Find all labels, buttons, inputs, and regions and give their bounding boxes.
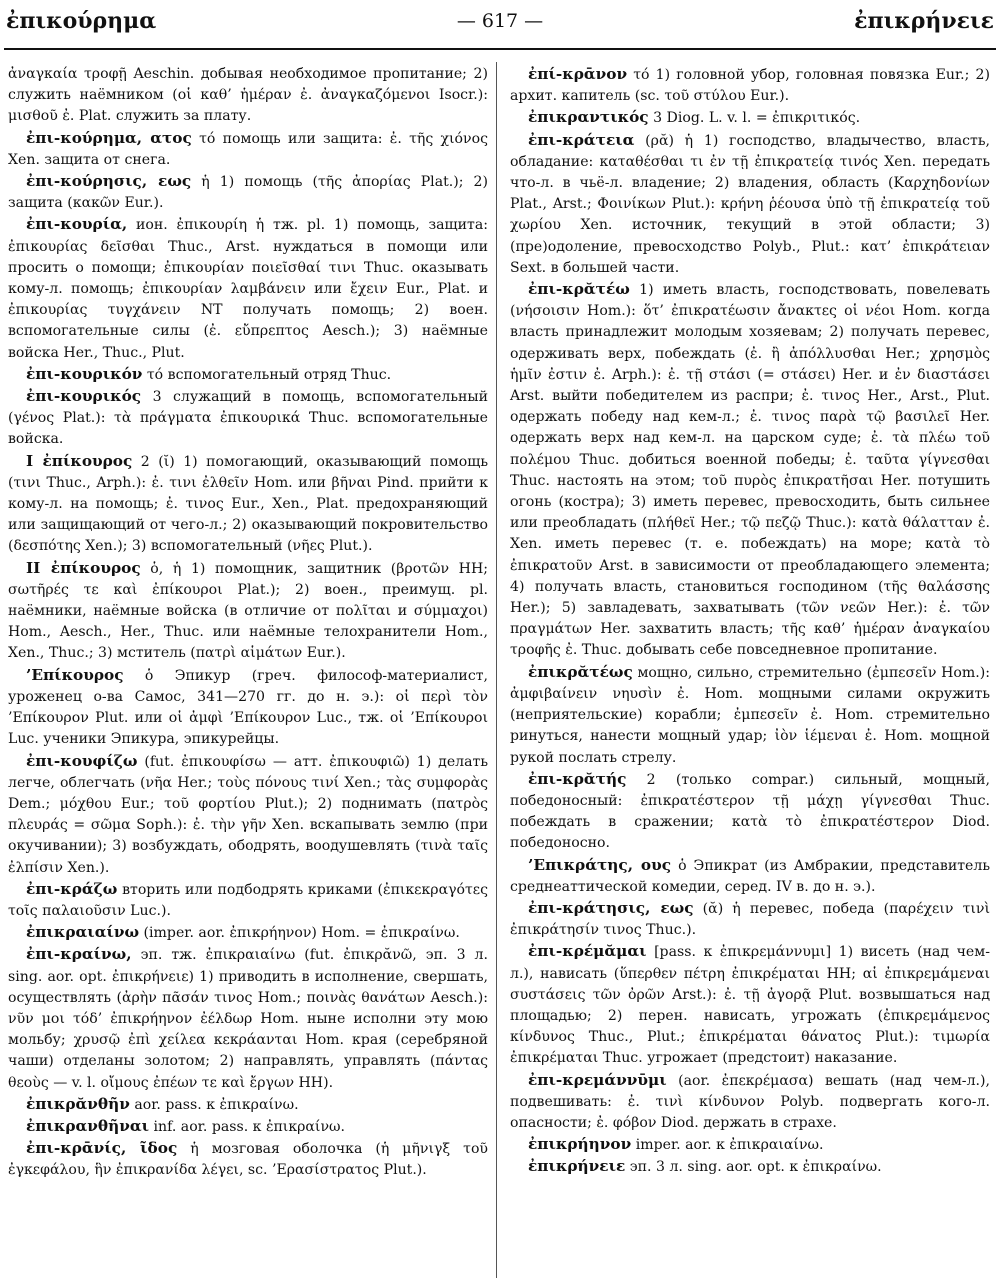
entry-headword: ἐπι-κούρημα, ατος	[26, 128, 192, 147]
dictionary-entry	[8, 364, 488, 386]
entry-definition: (aor. ἐπεκρέμασα) вешать (над чем-л.), подвешивать: ἐ. τινὶ κίνδυνον Polyb. подвергать кого-л. опасности; ἐ. φόβον Diod. держать в страхе.	[510, 1072, 990, 1131]
entry-definition: 2 (ῐ) 1) помогающий, оказывающий помощь (τινι Thuc., Arph.): ἐ. τινι ἐλθεῖν Hom. или βῆναι Pind. прийти к кому-л. на помощь; ἐ. τινος Eur., Xen., Plat. предохраняющий или защищающий от чего-л.; 2) оказывающий покровительство (δεσπότης Xen.); 3) вспомогательный (νῆες Plut.).	[8, 453, 488, 555]
entry-headword: ἐπι-κουρία,	[26, 215, 128, 234]
entry-headword: ἐπικρᾰτέως	[528, 662, 633, 681]
entry-headword: ἐπι-κράτεια	[528, 130, 635, 149]
dictionary-entry	[510, 662, 990, 769]
dictionary-entry	[8, 214, 488, 363]
entry-definition: ὁ Эпикур (греч. философ-материалист, уроженец о-ва Самос, 341—270 гг. до н. э.): οἱ περὶ τὸν ’Επίκουρον Plut. или οἱ ἀμφὶ ’Επίκουρον Luc., тж. οἱ ’Επίκουροι Luc. ученики Эпикура, эпикурейцы.	[8, 667, 488, 748]
entry-definition: (ᾰ) ἡ перевес, победа (παρέχειν τινὶ ἐπικράτησίν τινος Thuc.).	[510, 900, 990, 939]
dictionary-entry	[8, 1138, 488, 1181]
entry-headword: ἐπι-κρέμᾰμαι	[528, 942, 647, 961]
entry-headword: ἐπι-κράτησις, εως	[528, 898, 694, 917]
left-column	[8, 64, 488, 1182]
entry-definition: 1) иметь власть, господствовать, повелевать (νήσοισιν Hom.): ὅτ’ ἐπικρατέωσιν ἄνακτες οἱ νέοι Hom. когда власть принадлежит молодым хозяевам; 2) получать перевес, одерживать верх, побеждать (ἐ. ἢ ἀπόλλυσθαι Her.; χρησμὸς ἡμῖν ἐστιν ἐ. Arph.): ἐ. τῇ στάσι (= στάσει) Her. и ἐν διαστάσει Arst. выйти победителем из распри; ἐ. τινος Her., Arst., Plut. одержать победу над кем-л.; ἐ. τινος παρὰ τῷ βασιλεῖ Her. одержать верх над кем-л. на царском суде; ἐ. τὰ πλέω τοῦ πολέμου Thuc. добиться военной победы; ἐ. ταῦτα γίγνεσθαι Thuc. настоять на этом; τοῦ πυρὸς ἐπικρατῆσαι Her. потушить огонь (костра); 3) иметь перевес, превосходить, быть сильнее или преобладать (πλήθεϊ Her.; τῷ πεζῷ Thuc.): κατὰ θάλατταν ἐ. Xen. иметь перевес (т. е. побеждать) на море; κατὰ τὸ ἐπικρατοῦν Arst. в зависимости от преобладающего элемента; 4) получать власть, становиться господином (τῆς θαλάσσης Her.); 5) завладевать, захватывать (τῶν νεῶν Her.): ἐ. τῶν πραγμάτων Her. захватить власть; τῆς καθ’ ἡμέραν ἀναγκαίου τροφῆς ἐ. Thuc. добывать себе повседневное пропитание.	[510, 282, 990, 659]
entry-definition: τό 1) головной убор, головная повязка Eur.; 2) архит. капитель (sc. τοῦ στύλου Eur.).	[510, 67, 990, 105]
entry-definition: imper. aor. к ἐπικραιαίνω.	[635, 1137, 824, 1154]
entry-definition: ион. ἐπικουρίη ἡ тж. pl. 1) помощь, защита: ἐπικουρίας δεῖσθαι Thuc., Arst. нуждаться в помощи или просить о помощи; ἐπικουρίαν ποιεῖσθαί τινι Thuc. оказывать кому-л. помощь; ἐπικουρίαν λαμβάνειν или ἔχειν Eur., Plat. и ἐπικουρίας τυγχάνειν NT получать помощь; 2) воен. вспомогательные силы (ἐ. εὔπρεπτος Aesch.); 3) наёмные войска Her., Thuc., Plut.	[8, 217, 489, 361]
dictionary-entry	[8, 879, 488, 922]
entry-headword: ἐπι-κουρικόν	[26, 364, 143, 383]
entry-definition: [pass. к ἐπικρεμάννυμι] 1) висеть (над чем-л.), нависать (ὕπερθεν πέτρη ἐπικρέμαται HH; αἱ ἐπικρεμάμεναι συστάσεις τῶν ὀρῶν Arst.): ἐ. τῇ ἀγορᾷ Plut. возвышаться над площадью; 2) перен. нависать, угрожать (ἐπικρεμάμενος κίνδυνος Thuc., Plut.; ἐπικρέμαται θάνατος Plut.): τιμωρία ἐπικρέμαται Thuc. угрожает (предстоит) наказание.	[510, 944, 990, 1067]
running-headword-left: ἐπικούρημα	[6, 8, 157, 34]
dictionary-entry	[8, 751, 488, 879]
entry-headword: ἐπι-κούρησις, εως	[26, 172, 192, 191]
dictionary-entry	[8, 386, 488, 451]
dictionary-entry	[8, 665, 488, 751]
entry-definition: (imper. aor. ἐπικρήηνον) Hom. = ἐπικραίνω.	[143, 925, 460, 942]
entry-headword: II ἐπίκουρος	[26, 558, 141, 577]
entry-definition: 3 служащий в помощь, вспомогательный (γένος Plat.): τὰ πράγματα ἐπικουρικά Thuc. вспомогательные войска.	[8, 389, 488, 448]
dictionary-entry	[8, 1094, 488, 1116]
entry-headword: ἐπι-κρᾱνίς, ῖδος	[26, 1139, 178, 1158]
entry-definition: эп. 3 л. sing. aor. opt. к ἐπικραίνω.	[629, 1159, 882, 1176]
entry-definition: 3 Diog. L. v. l. = ἐπικριτικός.	[653, 110, 861, 127]
entry-headword: ’Επίκουρος	[26, 665, 124, 684]
entry-definition: мощно, сильно, стремительно (ἐμπεσεῖν Hom.): ἀμφιβαίνειν νηυσὶν ἐ. Hom. мощными силами окружить (неприятельские) корабли; ἐμπεσεῖν ἐ. Hom. стремительно ринуться, нанести мощный удар; ἰὸν ἱέμεναι ἐ. Hom. мощной рукой послать стрелу.	[510, 664, 990, 766]
entry-headword: ἐπι-κρεμάννῡμι	[528, 1070, 667, 1089]
entry-definition: aor. pass. к ἐπικραίνω.	[134, 1096, 299, 1113]
dictionary-entry	[510, 107, 990, 129]
dictionary-entry	[510, 130, 990, 279]
dictionary-entry	[510, 941, 990, 1069]
dictionary-entry	[510, 855, 990, 898]
page-header	[0, 0, 1000, 52]
entry-headword: ἐπι-κραίνω,	[26, 945, 132, 964]
entry-definition: вторить или подбодрять криками (ἐπικεκραγότες τοῖς παλαιοῦσιν Luc.).	[8, 881, 488, 919]
entry-headword: I ἐπίκουρος	[26, 451, 133, 470]
entry-definition: эп. тж. ἐπικραιαίνω (fut. ἐπικρᾰνῶ, эп. 3 л. sing. aor. opt. ἐπικρήνειε) 1) приводить в исполнение, свершать, осуществлять (ἀρὴν πᾶσάν τινος Hom.; ποινὰς θανάτων Aesch.): νῦν μοι τόδ’ ἐπικρήηνον ἐέλδωρ Hom. ныне исполни эту мою мольбу; χρυσῷ ἐπὶ χείλεα κεκράανται Hom. края (серебряной чаши) отделаны золотом; 2) направлять, управлять (πάντας θεοὺς — v. l. οἴμους ἐπέων τε καὶ ἔργων HH).	[8, 947, 488, 1091]
dictionary-entry	[8, 922, 488, 944]
column-divider	[496, 62, 497, 1278]
running-headword-right: ἐπικρήνειε	[854, 8, 994, 34]
dictionary-entry	[8, 451, 488, 558]
entry-definition: τό вспомогательный отряд Thuc.	[146, 366, 392, 383]
entry-headword: ἐπι-κρᾰτέω	[528, 280, 630, 299]
dictionary-entry	[510, 898, 990, 941]
header-rule	[4, 48, 996, 50]
dictionary-entry	[8, 558, 488, 665]
dictionary-entry	[510, 279, 990, 662]
dictionary-entry	[510, 64, 990, 107]
entry-headword: ἐπικρανθῆναι	[26, 1116, 150, 1135]
entry-definition: ἀναγκαία τροφῇ Aeschin. добывая необходимое пропитание; 2) служить наёмником (οἱ καθ’ ἡμέραν ἐ. ἀναγκαζόμενοι Isocr.): μισθοῦ ἐ. Plat. служить за плату.	[8, 66, 488, 125]
dictionary-entry	[510, 769, 990, 855]
entry-definition: ἡ мозговая оболочка (ἡ μῆνιγξ τοῦ ἐγκεφάλου, ἣν ἐπικρανίδα λέγει, sc. ’Ερασίστρατος Plut.).	[8, 1141, 488, 1179]
dictionary-entry	[8, 1116, 488, 1138]
entry-headword: ἐπι-κρᾰτής	[528, 769, 627, 788]
right-column	[510, 64, 990, 1179]
dictionary-entry	[8, 171, 488, 214]
page-number: — 617 —	[456, 10, 544, 32]
entry-headword: ’Επικράτης, ους	[528, 855, 672, 874]
entry-definition: (fut. ἐπικουφίσω — атт. ἐπικουφιῶ) 1) делать легче, облегчать (νῆα Her.; τοὺς πόνους τινί Xen.; τὰς συμφορὰς Dem.; μόχθου Eur.; τοῦ φορτίου Plut.); 2) поднимать (πατρὸς πλευράς = σῶμα Soph.): ἐ. τὴν γῆν Xen. вскапывать землю (при окучивании); 3) возбуждать, ободрять, воодушевлять (τινὰ ταῖς ἐλπίσιν Xen.).	[8, 753, 489, 876]
dictionary-entry	[510, 1134, 990, 1156]
dictionary-entry	[510, 1070, 990, 1135]
entry-definition: 2 (только compar.) сильный, мощный, победоносный: ἐπικρατέστερον τῇ μάχῃ γίγνεσθαι Thuc. побеждать в сражении; κατὰ τὸ ἐπικρατέστερον Diod. победоносно.	[510, 771, 990, 852]
dictionary-entry	[8, 128, 488, 171]
dictionary-entry	[8, 64, 488, 128]
entry-headword: ἐπί-κρᾱνον	[528, 65, 628, 83]
dictionary-entry	[510, 1156, 990, 1178]
entry-definition: (ρᾰ) ἡ 1) господство, владычество, власть, обладание: καταθέσθαι τι ἐν τῇ ἐπικρατείᾳ τινός Xen. передать что-л. в чьё-л. владение; 2) владения, область (Καρχηδονίων Plat., Arst.; Φοινίκων Plut.): κρήνη ῥέουσα ὑπὸ τῇ ἐπικρατείᾳ τοῦ χωρίου Xen. источник, текущий в этой области; 3) (пре)одоление, превосходство Polyb., Plut.: κατ’ ἐπικράτειαν Sext. в большей части.	[510, 132, 990, 276]
entry-definition: ὁ, ἡ 1) помощник, защитник (βροτῶν HH; σωτῆρές τε καὶ ἐπίκουροι Plat.); 2) воен., преимущ. pl. наёмники, наёмные войска (в отличие от πολῖται и σύμμαχοι) Hom., Aesch., Her., Thuc. или наёмные телохранители Hom., Xen., Thuc.; 3) мститель (πατρὶ αἱμάτων Eur.).	[8, 560, 488, 662]
entry-definition: ὁ Эпикрат (из Амбракии, представитель среднеаттической комедии, серед. IV в. до н. э.).	[510, 857, 991, 895]
dictionary-entry	[8, 944, 488, 1093]
entry-headword: ἐπικρᾰνθῆν	[26, 1094, 130, 1113]
entry-definition: ἡ 1) помощь (τῆς ἀπορίας Plat.); 2) защита (κακῶν Eur.).	[8, 174, 489, 212]
entry-headword: ἐπι-κουφίζω	[26, 751, 138, 770]
entry-definition: inf. aor. pass. к ἐπικραίνω.	[153, 1118, 345, 1135]
entry-headword: ἐπι-κράζω	[26, 879, 118, 898]
entry-headword: ἐπι-κουρικός	[26, 387, 142, 406]
entry-headword: ἐπικραντικός	[528, 108, 649, 127]
entry-definition: τό помощь или защита: ἐ. τῆς χιόνος Xen. защита от снега.	[8, 130, 488, 168]
entry-headword: ἐπικρήνειε	[528, 1157, 626, 1176]
entry-headword: ἐπικρήηνον	[528, 1135, 632, 1154]
entry-headword: ἐπικραιαίνω	[26, 923, 140, 942]
